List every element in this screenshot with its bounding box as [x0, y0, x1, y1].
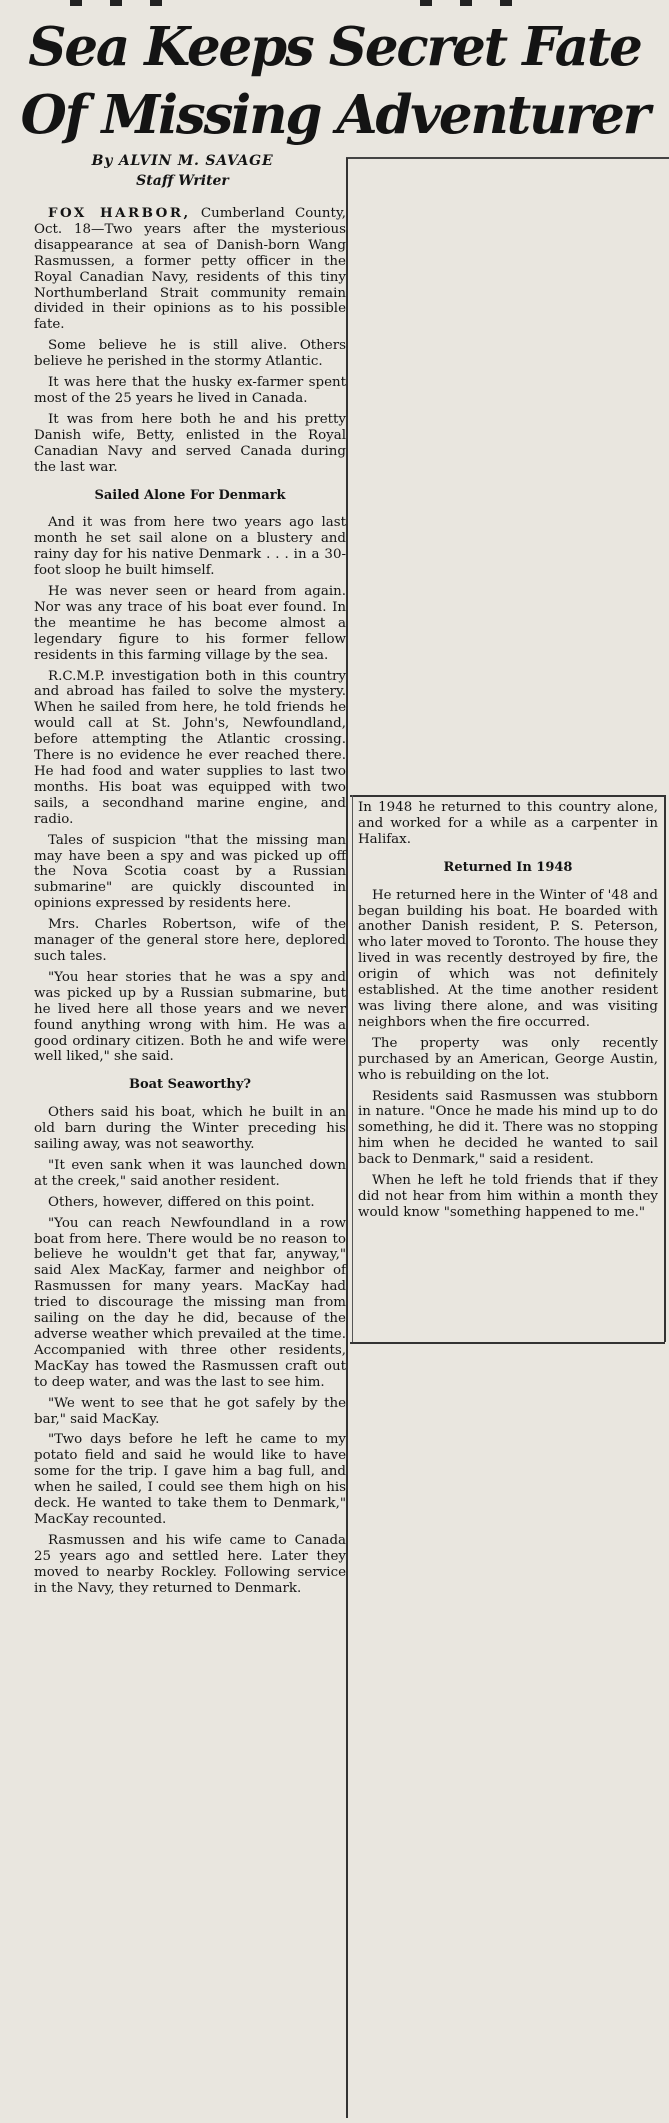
- paragraph: Others, however, differed on this point.: [48, 1194, 315, 1210]
- headline-line-2: Of Missing Adventurer: [20, 84, 649, 146]
- box-border-right: [664, 795, 666, 1342]
- paragraph: Cumberland County, Oct. 18—Two years after the mysterious disappearance at sea of Danish-born Wang Rasmussen, a former petty officer in the Royal Canadian Navy, residents of this tiny Northumberland Strait community remain divided in their opinions as to his possible fate.: [34, 206, 346, 333]
- paragraph: "Two days before he left he came to my potato field and said he would like to have some for the trip. I gave him a bag full, and when he sailed, I could see them high on his deck. He wanted to take them to Denmark," MacKay recounted.: [34, 1432, 346, 1527]
- paragraph: Residents said Rasmussen was stubborn in nature. "Once he made his mind up to do something, he did it. There was no stopping him when he decided he wanted to sail back to Denmark," said a resident.: [358, 1088, 658, 1168]
- column-rule: [346, 158, 348, 2118]
- paragraph: The property was only recently purchased by an American, George Austin, who is rebuilding on the lot.: [358, 1035, 658, 1083]
- paragraph: "We went to see that he got safely by the bar," said MacKay.: [34, 1395, 346, 1427]
- subheading-sailed-alone: Sailed Alone For Denmark: [94, 487, 286, 503]
- paragraph: Some believe he is still alive. Others believe he perished in the stormy Atlantic.: [34, 338, 346, 370]
- article-column-left: [34, 206, 346, 1602]
- paragraph: It was here that the husky ex-farmer spent most of the 25 years he lived in Canada.: [34, 375, 346, 406]
- box-border-bottom: [350, 1342, 665, 1344]
- paragraph: In 1948 he returned to this country alone, and worked for a while as a carpenter in Halifax.: [358, 800, 658, 847]
- top-fold-marks: [0, 0, 669, 10]
- paragraph: "It even sank when it was launched down at the creek," said another resident.: [34, 1157, 346, 1189]
- paragraph: R.C.M.P. investigation both in this country and abroad has failed to solve the mystery. When he sailed from here, he told friends he would call at St. John's, Newfoundland, before attempting the Atlantic crossing. There is no evidence he ever reached there. He had food and water supplies to last two months. His boat was equipped with two sails, a secondhand marine engine, and radio.: [34, 668, 346, 827]
- paragraph: "You can reach Newfoundland in a row boat from here. There would be no reason to believe he wouldn't get that far, anyway," said Alex MacKay, farmer and neighbor of Rasmussen for many years. MacKay had tried to discourage the missing man from sailing on the day he did, because of the adverse weather which prevailed at the time. Accompanied with three other residents, MacKay has towed the Rasmussen craft out to deep water, and was the last to see him.: [34, 1215, 346, 1390]
- headline-line-1: Sea Keeps Secret Fate: [28, 16, 641, 78]
- box-border-top: [350, 795, 665, 797]
- subheading-returned-1948: Returned In 1948: [443, 859, 573, 875]
- paragraph: Others said his boat, which he built in an old barn during the Winter preceding his sailing away, was not seaworthy.: [34, 1105, 346, 1153]
- subheading-boat-seaworthy: Boat Seaworthy?: [128, 1077, 252, 1093]
- dateline: FOX HARBOR,: [48, 205, 191, 221]
- paragraph: "You hear stories that he was a spy and was picked up by a Russian submarine, but he lived here all those years and we never found anything wrong with him. He was a good ordinary citizen. Both he and wife were well liked," she said.: [34, 969, 346, 1065]
- article-column-right: [358, 800, 658, 1226]
- paragraph: Mrs. Charles Robertson, wife of the manager of the general store here, deplored such tales.: [34, 917, 346, 964]
- box-border-left: [352, 795, 353, 1342]
- paragraph: Tales of suspicion "that the missing man may have been a spy and was picked up off the Nova Scotia coast by a Russian submarine" are quickly discounted in opinions expressed by residents here.: [34, 832, 346, 912]
- paragraph: Rasmussen and his wife came to Canada 25 years ago and settled here. Later they moved to nearby Rockley. Following service in the Navy, they returned to Denmark.: [34, 1532, 346, 1596]
- lead-paragraph: [34, 206, 346, 333]
- header-rule: [346, 157, 669, 159]
- paragraph: When he left he told friends that if they did not hear from him within a month they would know "something happened to me.": [358, 1173, 658, 1220]
- byline-author: By ALVIN M. SAVAGE: [91, 153, 274, 169]
- paragraph: He returned here in the Winter of '48 and began building his boat. He boarded with another Danish resident, P. S. Peterson, who later moved to Toronto. The house they lived in was recently destroyed by fire, the origin of which was not definitely established. At the time another resident was living there alone, and was visiting neighbors when the fire occurred.: [358, 887, 658, 1030]
- paragraph: He was never seen or heard from again. Nor was any trace of his boat ever found. In the meantime he has become almost a legendary figure to his former fellow residents in this farming village by the sea.: [34, 584, 346, 663]
- paragraph: And it was from here two years ago last month he set sail alone on a blustery and rainy day for his native Denmark . . . in a 30-foot sloop he built himself.: [34, 515, 346, 579]
- byline-role: Staff Writer: [136, 173, 229, 189]
- paragraph: It was from here both he and his pretty Danish wife, Betty, enlisted in the Royal Canadian Navy and served Canada during the last war.: [34, 411, 346, 475]
